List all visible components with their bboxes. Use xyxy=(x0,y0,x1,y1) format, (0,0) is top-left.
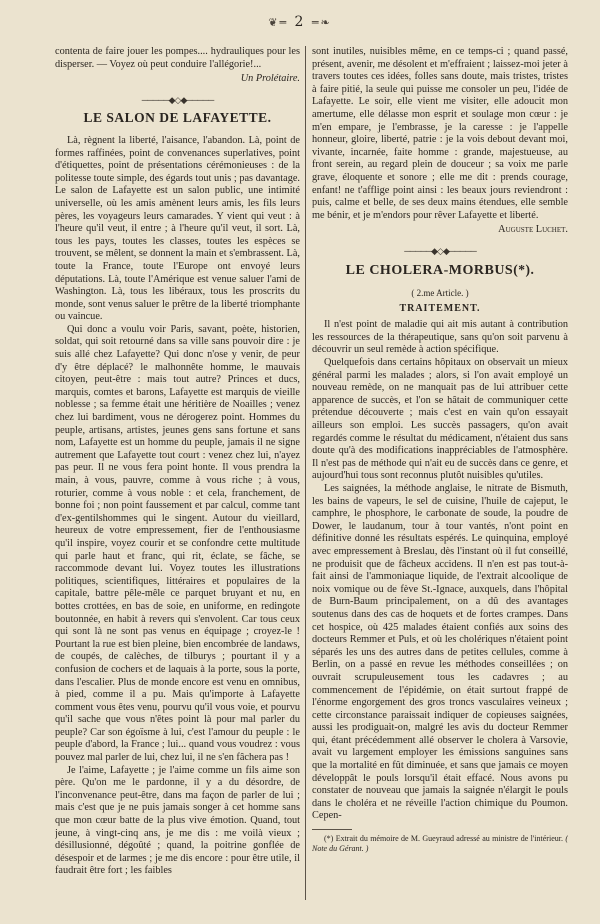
cholera-paragraph: Quelquefois dans certains hôpitaux on observait un mieux général parmi les malades ; alors, si l'on avait employé un nouveau remède, on ne manquait pas de lui attribuer cette apparence de succès, et l'on se hâtait de communiquer cette prétendue découverte ; mais c'est en vain qu'on essayait ailleurs son emploi. Les succès passagers, qu'on avait regardés comme le résultat du médicament, n'étaient dus sans doute qu'à des modifications inappréciables de l'atmosphère. Il n'est pas de méthode qui n'ait eu de succès dans ce genre, et aujourd'hui tous sont reconnus plutôt nuisibles qu'utiles. xyxy=(312,357,568,482)
left-column xyxy=(55,46,300,914)
cholera-title-note: (*). xyxy=(513,261,535,277)
ornamental-divider-icon: ─────◆◇◆───── xyxy=(404,245,476,256)
article-title-salon: LE SALON DE LAFAYETTE. xyxy=(83,110,272,126)
footnote xyxy=(312,834,568,854)
article-author: Auguste Luchet. xyxy=(498,224,568,236)
page-number: 2 xyxy=(294,14,306,30)
section-title: TRAITEMENT. xyxy=(399,302,481,314)
left-ornament-icon: ❦︎═ xyxy=(268,16,289,29)
cholera-title-text: LE CHOLERA-MORBUS xyxy=(345,262,514,278)
article-subtitle: ( 2.me Article. ) xyxy=(411,288,469,299)
salon-paragraph: Là, règnent la liberté, l'aisance, l'abandon. Là, point de formes raffinées, point de convenances superlatives, point d'étiquettes, point de présentations cérémonieuses : de la politesse toute simple, des égards tout unis ; pas davantage. Le salon de Lafayette est un salon public, une intimité universelle, où les amis amènent leurs amis, les fils leurs pères, les voyageurs leurs camarades. Y vient qui veut : à l'heure qu'il veut, il entre ; à l'heure qu'il veut, il sort. Là, tous les pays, toutes les classes, toutes les espèces se trouvent, se mêlent, se donnent la main et s'embrassent. Là, toute la France, toute l'Europe ont envoyé leurs députations. Là, toute l'Amérique est venue saluer l'ami de Washington. Là, tous les libéraux, tous les proscrits du monde, sont venus saluer le prêtre de la liberté triomphante ou vaincue. xyxy=(55,134,300,323)
column-rule xyxy=(305,46,306,900)
salon-paragraph: Je l'aime, Lafayette ; je l'aime comme un fils aime son père. Qu'on me le pardonne, il y a du désordre, de l'inconvenance peut-être, dans ma façon de parler de lui ; mais c'est que je ne puis jamais songer à cet homme sans que mon cœur batte de la plus vive émotion. Quand, tout jeune, à vingt-cinq ans, je me dis : me voilà vieux ; désillusionné, dégoûté ; quand, la poitrine gonflée de désespoir et de larmes ; je me dis encore : pour être utile, il faudrait être fort ; les faibles xyxy=(55,764,300,877)
salon-continued-text: sont inutiles, nuisibles même, en ce temps-ci ; quand passé, présent, avenir, me désolent et m'effraient ; laissez-moi jeter à travers toutes ces idées, folles sans doute, mais tristes, tristes à faire pitié, la seule qui puisse me consoler un peu, l'idée de Lafayette. Le soir, elle vient me visiter, elle adoucit mon amertume, elle délasse mon esprit et soulage mon cœur : je m'en empare, je l'embrasse, je la caresse : je l'appelle honneur, gloire, liberté, patrie : je la vois debout devant moi, vivante, incarnée, faite homme : grande, majestueuse, au front serein, au regard plein de douceur ; sa voix me parle grave, éloquente et sonore ; elle me dit : prends courage, enfant! ne t'afflige point ainsi : les beaux jours reviendront : puis, calme et belle, de ses deux mains étendues, elle semble me bénir, et je m'endors pour rêver Lafayette et liberté. xyxy=(312,46,568,221)
cholera-paragraph: Il n'est point de maladie qui ait mis autant à contribution les ressources de la thérapeutique, sans qu'on soit parvenu à découvrir un seul remède à action spécifique. xyxy=(312,319,568,356)
footnote-text: (*) Extrait du mémoire de M. Gueyraud adressé au ministre de l'intérieur. xyxy=(324,834,563,844)
salon-paragraph: Qui donc a voulu voir Paris, savant, poète, historien, soldat, qui soit retourné dans sa ville sans pouvoir dire : je suis allé chez Lafayette? Qui donc n'ose y venir, de peur d'y être déplacé? le malhonnête homme, le mauvais citoyen, peut-être : mais tout autre? Princes et ducs, marquis, comtes et barons, Lafayette est marquis de vieille noblesse ; sa femme était une héritière de Noailles ; venez chez lui bardiment, vous ne dérogerez point. Hommes du peuple, artisans, artistes, jeunes gens sans fortune et sans nom, Lafayette est un homme du peuple, jamais il ne signe autrement que Lafayette tout court : venez chez lui, n'ayez pas peur. Il ne vous fera point honte. Il vous prendra la main, à vous, pauvre, comme à vous riche ; à vous, roturier, comme à vous noble : et cela, franchement, de bonne foi ; non point faussement et par calcul, comme tant d'ex-gentilshommes qui le singent. Autour du vieillard, heureux de votre empressement, fier de l'enthousiasme qu'il inspire, voyez courir et se confondre cette multitude qui parle haut et franc, qui rit, éclate, se fâche, se raccommode devant lui. Voyez toutes les illustrations politiques, scientifiques, littéraires et populaires de la capitale, battre pêle-mêle ce parquet bruyant et nu, en bottes crottées, en bas de soie, en uniforme, en redingote boutonnée, en habit à revers qui s'envolent. Car tous ceux qui sont là ne sont pas venus en équipage ; croyez-le ! Pourtant la rue est bien pleine, bien encombrée de landaws, de coupés, de calèches, de tilburys ; pourtant il y a confusion de cochers et de laquais à la porte, sous la porte, dans l'escalier. Plus de monde encore est venu en omnibus, à pied, comme il a pu. Mais qu'importe à Lafayette comment vous êtes venu, pourvu qu'il vous voie, et pourvu qu'il sache que vous n'êtes point là pour mal parler du peuple? Car son égoïsme à lui, c'est l'amour du peuple : le peuple d'abord, la France ; lui... quand vous voudrez : vous pouvez mal parler de lui, chez lui, il ne s'en fâchera pas ! xyxy=(55,323,300,764)
footnote-rule xyxy=(312,829,352,830)
right-column xyxy=(312,46,568,914)
page-header xyxy=(0,14,600,30)
right-ornament-icon: ═❧︎ xyxy=(311,16,332,29)
footnote-credit: ( Note du Gérant. ) xyxy=(312,834,568,854)
intro-signature: Un Prolétaire. xyxy=(240,73,300,85)
cholera-paragraph: Les saignées, la méthode anglaise, le nitrate de Bismuth, les bains de vapeurs, le sel de cuisine, l'huile de cajeput, le camphre, le phosphore, le carbonate de soude, la poudre de Dower, le laudanum, tour à tour vantés, n'ont point en définitive donné les résultats espérés. Le quinquina, employé avec empressement à Breslau, dès l'instant où il fut conseillé, ne produisit que de fâcheux accidens. Il n'en est pas tout-à-fait ainsi de l'ammoniaque liquide, de l'extrait alcoolique de noix vomique ou de fève St.-Ignace, auxquels, dans l'hôpital de Burn-Baum principalement, on a dû des avantages soutenus dans des cas de hoquets et de fortes crampes. Dans cet hospice, où 425 malades étaient confiés aux soins des docteurs Remmer et Puls, et où les cholériques n'étaient point séparés les uns des autres dans de petites cellules, comme à Berlin, on a passé en revue les méthodes conseillées ; on ouvrait scrupuleusement tous les cadavres ; au commencement de l'épidémie, on était surtout frappé de l'énorme engorgement des gros troncs vasculaires veineux ; cette circonstance paraissait indiquer de copieuses saignées, aussi les prodiguait-on, malgré les avis du docteur Remmer qui, étant précédemment allé observer le cholera à Varsovie, avait vu largement employer les émissions sanguines sans que la mortalité en fût diminuée, et sans que jamais ce moyen développât le pouls lorsqu'il était effacé. Nous avons pu constater de nouveau que jamais la saignée n'élargit le pouls dans le choléra et ne réveille l'action chimique du Poumon. Cepen- xyxy=(312,483,568,822)
article-title-cholera xyxy=(312,261,568,278)
ornamental-divider-icon: ─────◆◇◆───── xyxy=(141,94,214,105)
intro-text: contenta de faire jouer les pompes.... hydrauliques pour les disperser. — Voyez où peut conduire l'allégorie!... xyxy=(55,46,300,70)
